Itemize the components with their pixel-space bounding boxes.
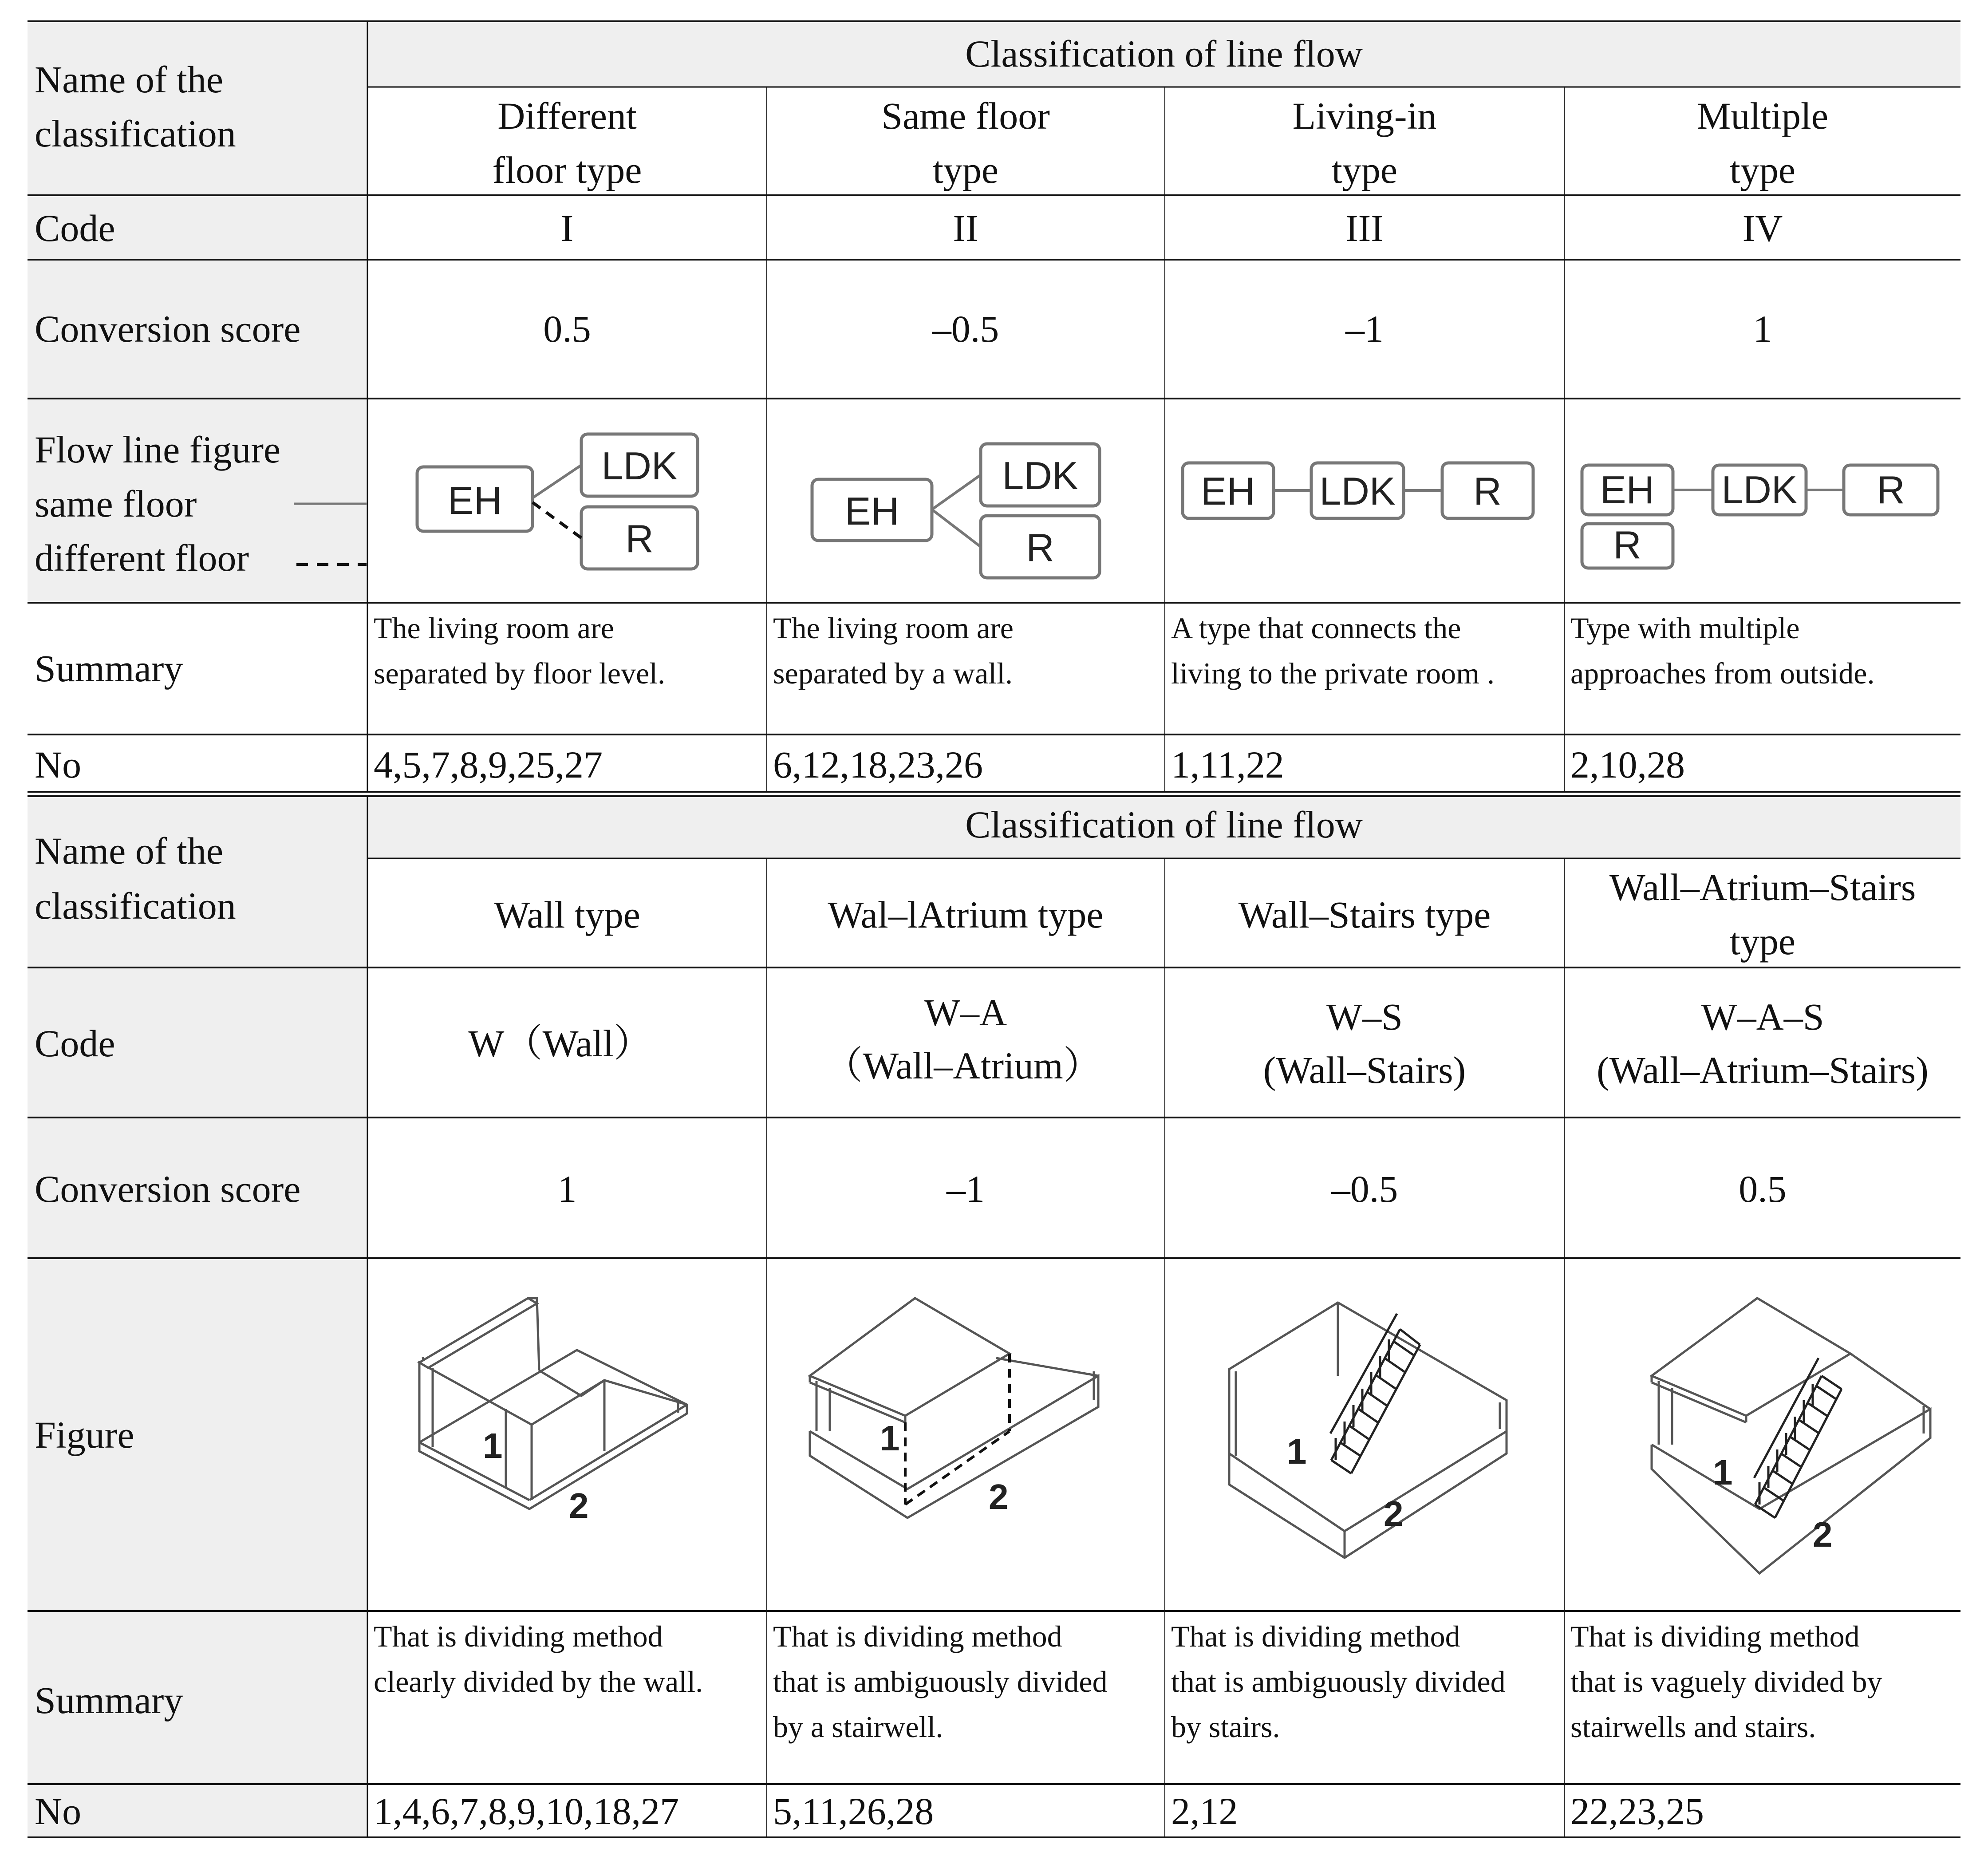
- eh-label: EH: [1600, 468, 1655, 512]
- t1-col2-summary-2: separated by a wall.: [773, 656, 1013, 690]
- t1-col3-score: –1: [1345, 308, 1384, 350]
- room-2-label: 2: [989, 1477, 1009, 1516]
- t1-col4-summary-2: approaches from outside.: [1570, 656, 1875, 690]
- t1-col2-code: II: [953, 207, 978, 249]
- t2-row-header-summary: Summary: [35, 1679, 183, 1722]
- flow-diagram-living-in: [1183, 463, 1533, 518]
- room-1-label: 1: [880, 1418, 900, 1458]
- t1-col4-name-1: Multiple: [1696, 95, 1829, 137]
- t1-col4-summary-1: Type with multiple: [1570, 611, 1800, 645]
- t1-row-header-score: Conversion score: [35, 308, 301, 350]
- t1-row-header-summary: Summary: [35, 647, 183, 690]
- t2-col3-code-1: W–S: [1326, 995, 1403, 1038]
- t1-col4-code: IV: [1742, 207, 1783, 249]
- t2-col1-summary-2: clearly divided by the wall.: [374, 1665, 703, 1698]
- figure-wall-atrium-type: [810, 1298, 1098, 1518]
- table-2: [28, 796, 1960, 1837]
- t2-col3-summary-1: That is dividing method: [1171, 1619, 1460, 1653]
- t2-col4-summary-2: that is vaguely divided by: [1570, 1665, 1882, 1698]
- t2-row-header-name-1: Name of the: [35, 829, 224, 872]
- flow-diagram-multiple: [1582, 465, 1938, 568]
- t1-row-header-code: Code: [35, 207, 115, 249]
- room-1-label: 1: [483, 1426, 503, 1465]
- r-label: R: [625, 517, 654, 561]
- t2-col2-code-1: W–A: [924, 991, 1007, 1034]
- t1-col1-summary-2: separated by floor level.: [374, 656, 666, 690]
- t1-col2-name-2: type: [932, 149, 999, 191]
- eh-label: EH: [447, 478, 502, 522]
- t1-col3-name-1: Living-in: [1292, 95, 1437, 137]
- t2-col4-name-1: Wall–Atrium–Stairs: [1609, 866, 1916, 908]
- t2-col1-score: 1: [557, 1168, 577, 1210]
- room-2-label: 2: [569, 1486, 589, 1525]
- r-label: R: [1026, 525, 1054, 569]
- t2-col2-summary-1: That is dividing method: [773, 1619, 1062, 1653]
- t1-col3-summary-2: living to the private room .: [1171, 656, 1495, 690]
- t1-row-header-figure-1: Flow line figure: [35, 428, 281, 471]
- t2-col4-name-2: type: [1729, 920, 1796, 963]
- t2-row-header-score: Conversion score: [35, 1168, 301, 1210]
- t1-col1-code: I: [560, 207, 574, 249]
- ldk-label: LDK: [1721, 468, 1798, 512]
- t1-row-header-name-1: Name of the: [35, 58, 224, 101]
- t2-col2-summary-3: by a stairwell.: [773, 1710, 943, 1744]
- t1-row-header-figure-3: different floor: [35, 537, 249, 579]
- t2-row-header-figure: Figure: [35, 1414, 134, 1456]
- t2-col3-summary-2: that is ambiguously divided: [1171, 1665, 1506, 1698]
- t2-col1-name: Wall type: [494, 893, 640, 936]
- t1-col1-no: 4,5,7,8,9,25,27: [374, 743, 603, 786]
- t1-col1-name-1: Different: [497, 95, 637, 137]
- ldk-label: LDK: [601, 444, 678, 488]
- t1-col1-score: 0.5: [543, 308, 591, 350]
- t2-col2-score: –1: [947, 1168, 985, 1210]
- ldk-label: LDK: [1319, 469, 1396, 513]
- flow-diagram-different-floor: [417, 434, 698, 569]
- room-2-label: 2: [1384, 1494, 1404, 1533]
- t2-col4-summary-3: stairwells and stairs.: [1570, 1710, 1816, 1744]
- t1-col2-no: 6,12,18,23,26: [773, 743, 983, 786]
- t2-col3-name: Wall–Stairs type: [1238, 893, 1491, 936]
- t2-row-header-code: Code: [35, 1022, 115, 1065]
- r-label: R: [1877, 468, 1905, 512]
- room-1-label: 1: [1287, 1432, 1307, 1471]
- t1-row-header-no: No: [35, 743, 82, 786]
- t1-col3-name-2: type: [1331, 149, 1398, 191]
- t1-col1-summary-1: The living room are: [374, 611, 614, 645]
- ldk-label: LDK: [1002, 454, 1078, 498]
- figure-wall-atrium-stairs-type: [1652, 1298, 1930, 1573]
- t2-row-header-name-2: classification: [35, 885, 236, 927]
- r-label: R: [1473, 469, 1502, 513]
- t1-col3-summary-1: A type that connects the: [1171, 611, 1461, 645]
- room-1-label: 1: [1713, 1453, 1733, 1492]
- t2-col4-summary-1: That is dividing method: [1570, 1619, 1860, 1653]
- t1-col3-no: 1,11,22: [1171, 743, 1284, 786]
- t2-col3-no: 2,12: [1171, 1790, 1238, 1832]
- eh-label: EH: [1200, 469, 1255, 513]
- figure-wall-stairs-type: [1229, 1303, 1507, 1558]
- t2-group-header: Classification of line flow: [965, 803, 1363, 846]
- t2-row-header-no: No: [35, 1790, 82, 1832]
- t1-col4-score: 1: [1753, 308, 1772, 350]
- t2-col2-name: Wal–lAtrium type: [828, 893, 1104, 936]
- t2-col3-score: –0.5: [1331, 1168, 1398, 1210]
- t2-col2-code-2: （Wall–Atrium）: [824, 1044, 1101, 1087]
- t2-col4-code-1: W–A–S: [1701, 995, 1824, 1038]
- t2-col2-no: 5,11,26,28: [773, 1790, 934, 1832]
- t1-col2-summary-1: The living room are: [773, 611, 1014, 645]
- table-1: [28, 21, 1960, 796]
- t1-col4-no: 2,10,28: [1570, 743, 1685, 786]
- t2-col1-code: W（Wall）: [468, 1022, 652, 1065]
- t2-col1-summary-1: That is dividing method: [374, 1619, 663, 1653]
- flow-diagram-same-floor: [812, 444, 1100, 578]
- t2-col4-code-2: (Wall–Atrium–Stairs): [1597, 1049, 1929, 1091]
- r-label: R: [1613, 523, 1641, 567]
- figure-wall-type: [419, 1298, 687, 1525]
- t2-col1-no: 1,4,6,7,8,9,10,18,27: [374, 1790, 679, 1832]
- t1-col2-name-1: Same floor: [881, 95, 1050, 137]
- t2-col4-no: 22,23,25: [1570, 1790, 1704, 1832]
- room-2-label: 2: [1813, 1515, 1833, 1554]
- t2-col3-summary-3: by stairs.: [1171, 1710, 1280, 1744]
- t1-group-header: Classification of line flow: [965, 32, 1363, 75]
- t2-col3-code-2: (Wall–Stairs): [1263, 1049, 1466, 1091]
- t2-col4-score: 0.5: [1739, 1168, 1787, 1210]
- t1-col3-code: III: [1345, 207, 1384, 249]
- t1-row-header-figure-2: same floor: [35, 482, 197, 525]
- t1-col2-score: –0.5: [932, 308, 999, 350]
- eh-label: EH: [844, 489, 899, 533]
- t1-col1-name-2: floor type: [492, 149, 642, 191]
- t1-col4-name-2: type: [1729, 149, 1796, 191]
- t1-row-header-name-2: classification: [35, 112, 236, 155]
- t2-col2-summary-2: that is ambiguously divided: [773, 1665, 1108, 1698]
